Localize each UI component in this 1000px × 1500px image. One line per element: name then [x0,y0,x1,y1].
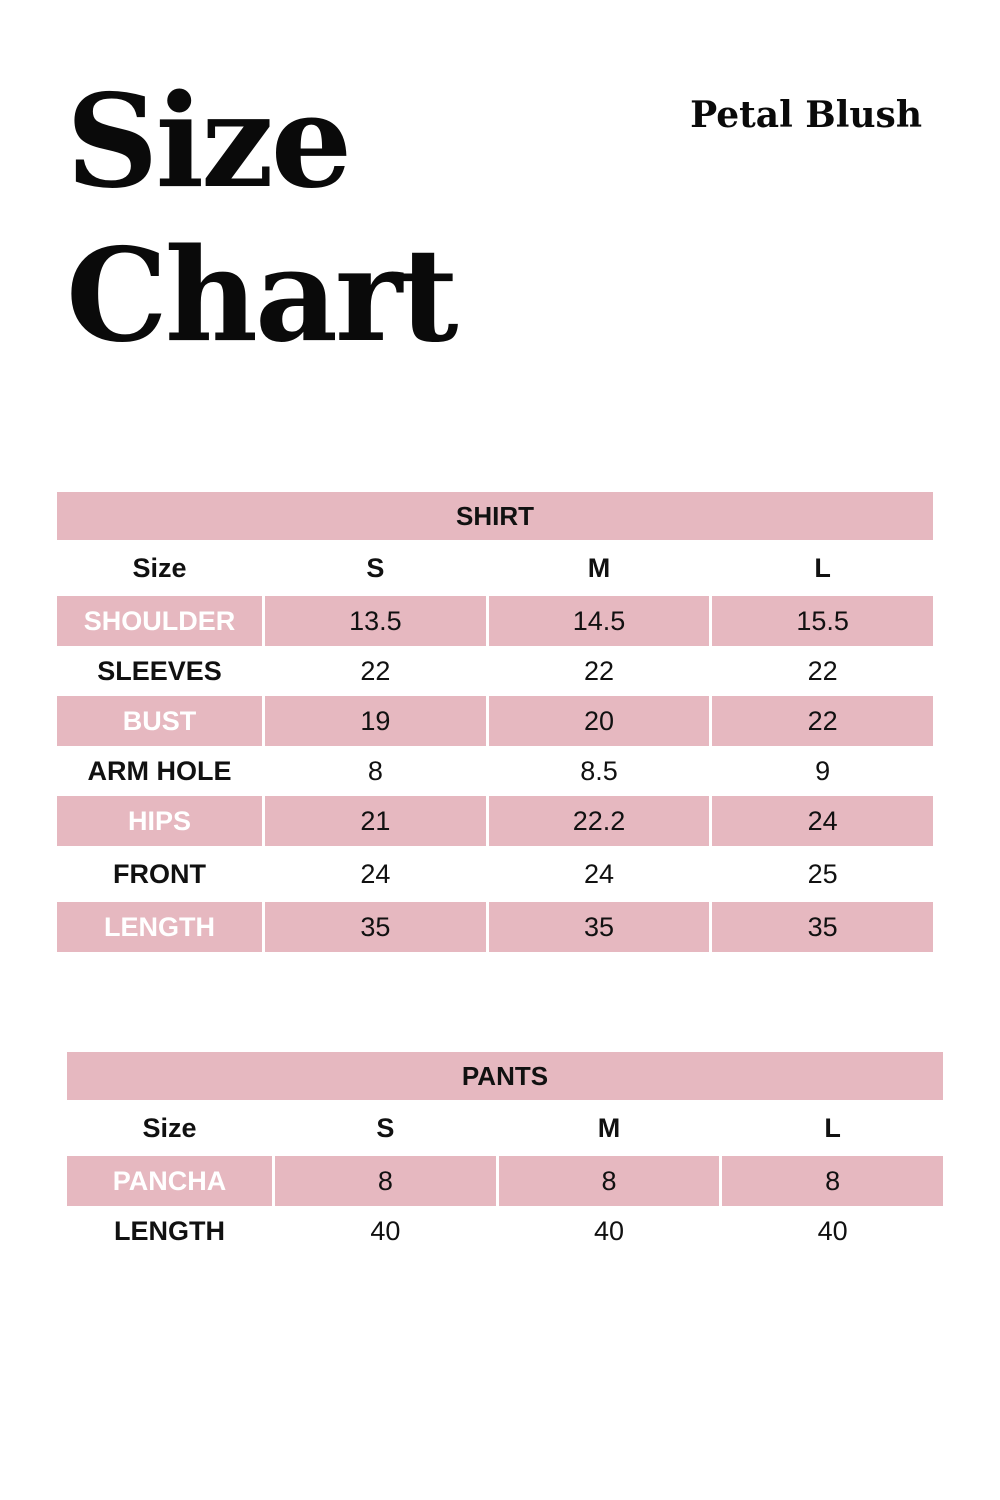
table-row [57,646,933,696]
pants-size-table [67,1052,943,1256]
row-label-bust: BUST [57,696,262,746]
column-header-s: S [376,1112,395,1143]
value-cell: 19 [265,696,486,746]
value-cell: 22 [583,655,615,686]
value-cell: 40 [593,1215,625,1246]
table-row [57,696,933,746]
table-row [57,846,933,902]
column-header-l: L [824,1112,841,1143]
shirt-table-title: SHIRT [57,492,933,540]
value-cell: 8 [367,755,383,786]
value-cell: 22 [712,696,933,746]
value-cell: 24 [583,858,615,889]
column-header-m: M [587,552,611,583]
value-cell: 15.5 [712,596,933,646]
value-cell: 24 [712,796,933,846]
row-label-shoulder: SHOULDER [57,596,262,646]
value-cell: 22 [807,655,838,686]
value-cell: 40 [817,1215,848,1246]
value-cell: 40 [370,1215,401,1246]
value-cell: 13.5 [265,596,486,646]
table-row [57,596,933,646]
brand-name: Petal Blush [690,94,922,136]
shirt-header-row [57,540,933,596]
row-label-length: LENGTH [57,902,262,952]
value-cell: 14.5 [489,596,710,646]
table-row [57,902,933,952]
row-label-pancha: PANCHA [67,1156,272,1206]
column-header-size: Size [142,1112,197,1143]
pants-table-title: PANTS [67,1052,943,1100]
table-row [57,796,933,846]
table-row [57,746,933,796]
value-cell: 24 [360,858,391,889]
value-cell: 8.5 [580,755,618,786]
value-cell: 8 [275,1156,496,1206]
column-header-s: S [366,552,385,583]
value-cell: 22.2 [489,796,710,846]
value-cell: 35 [265,902,486,952]
table-row [67,1206,943,1256]
value-cell: 21 [265,796,486,846]
value-cell: 8 [499,1156,720,1206]
column-header-m: M [597,1112,621,1143]
value-cell: 35 [489,902,710,952]
shirt-size-table [57,492,933,952]
page-title-line-1: Size [66,67,350,217]
column-header-size: Size [132,552,187,583]
row-label-sleeves: SLEEVES [97,655,222,686]
value-cell: 8 [722,1156,943,1206]
page-title-line-2: Chart [66,221,456,371]
pants-header-row [67,1100,943,1156]
value-cell: 20 [489,696,710,746]
row-label-front: FRONT [113,858,206,889]
value-cell: 35 [712,902,933,952]
value-cell: 9 [815,755,831,786]
column-header-l: L [814,552,831,583]
value-cell: 25 [807,858,838,889]
row-label-length: LENGTH [114,1215,226,1246]
value-cell: 22 [360,655,391,686]
row-label-arm-hole: ARM HOLE [87,755,232,786]
table-row [67,1156,943,1206]
row-label-hips: HIPS [57,796,262,846]
